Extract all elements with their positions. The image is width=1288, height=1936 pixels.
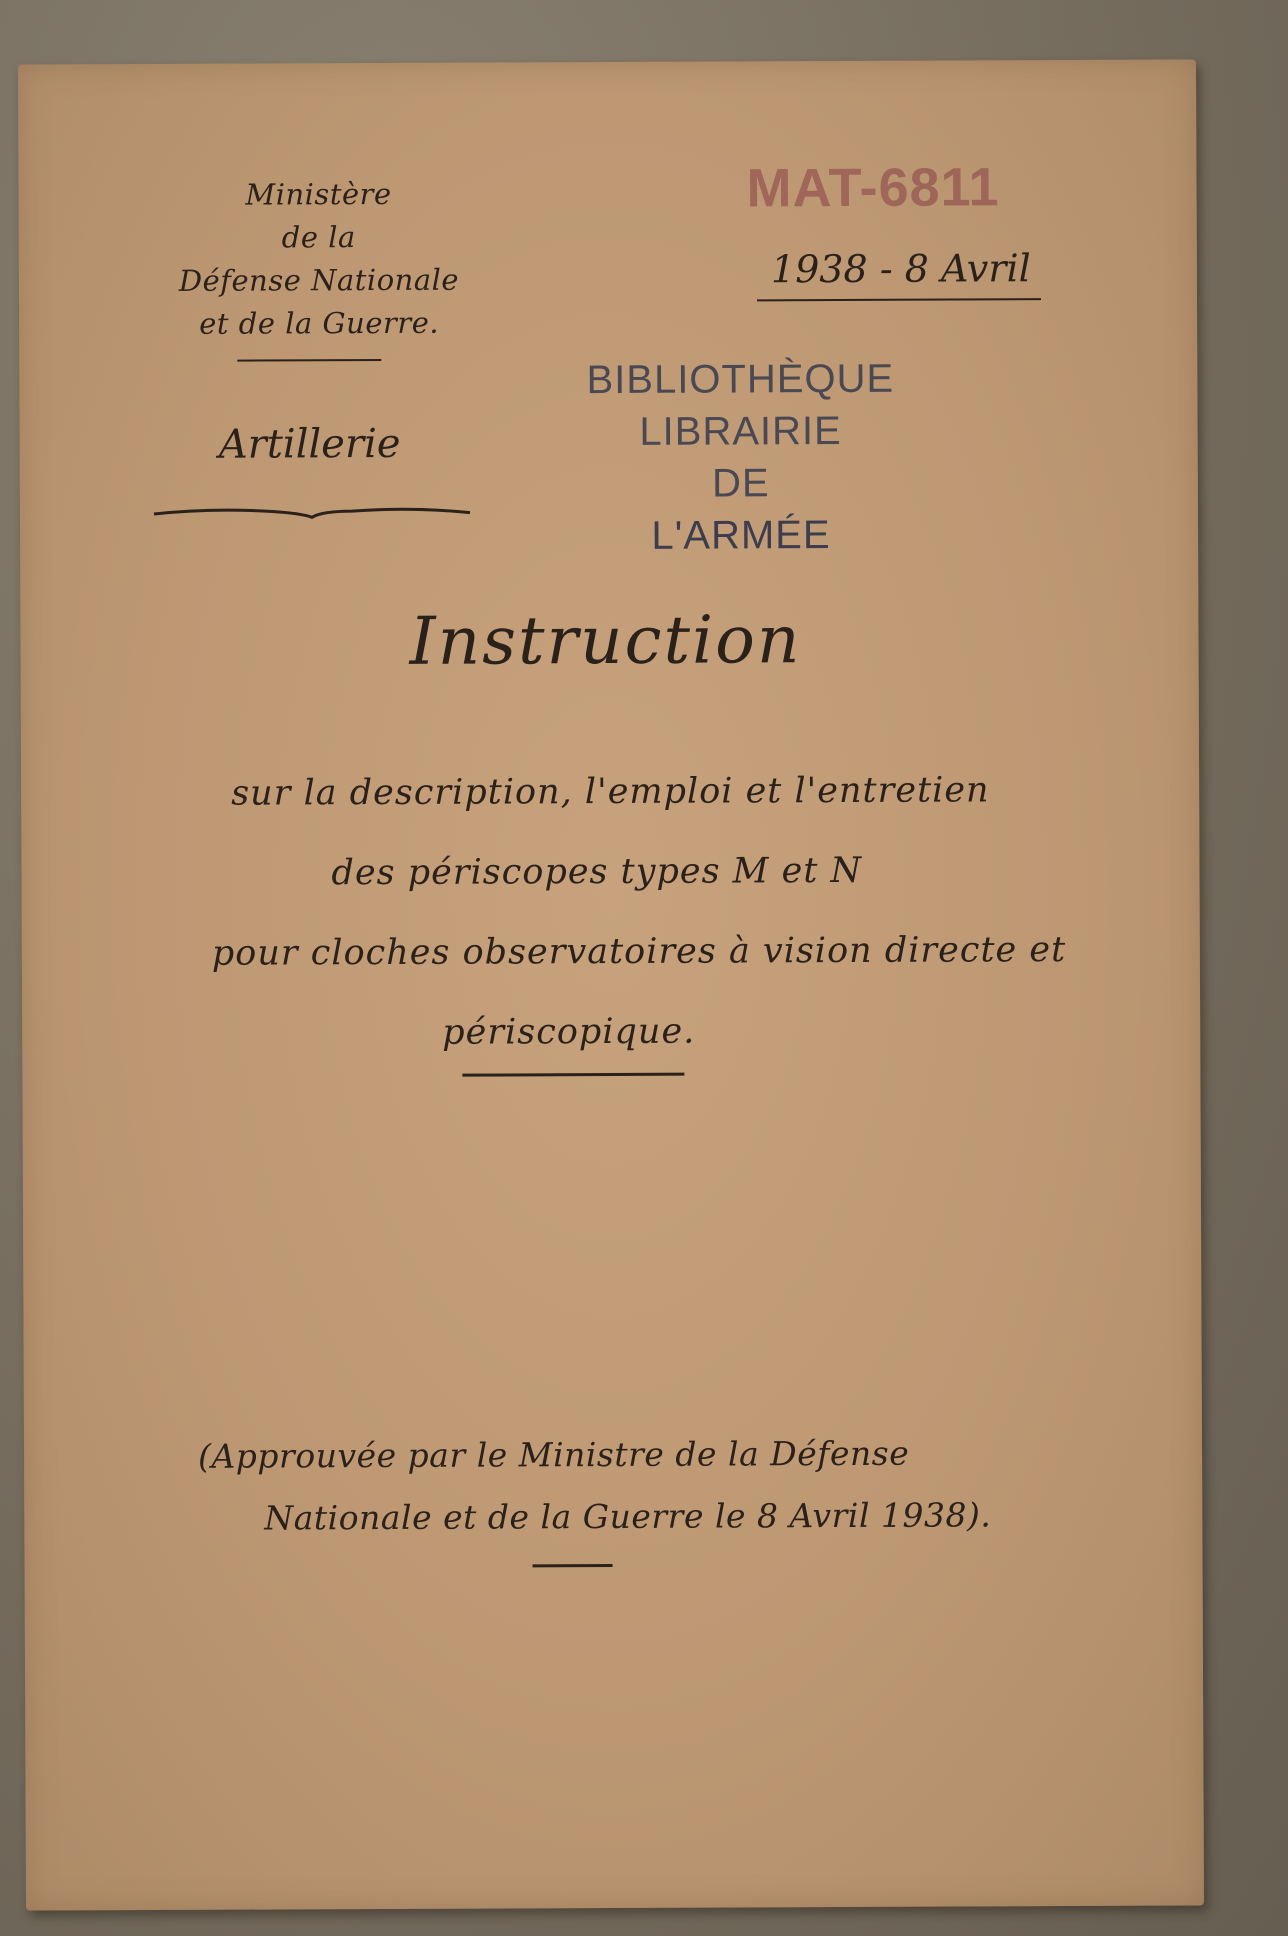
document-cover [18, 59, 1204, 1910]
ministry-heading [128, 172, 509, 346]
approval-note [198, 1422, 1079, 1550]
approval-line: Nationale et de la Guerre le 8 Avril 1938). [264, 1495, 992, 1538]
subtitle-line: périscopique. [442, 1011, 696, 1053]
catalog-stamp: MAT-6811 [746, 157, 1000, 219]
document-title: Instruction [409, 601, 802, 680]
ministry-divider [237, 359, 381, 362]
subtitle-line: sur la description, l'emploi et l'entretien [231, 770, 990, 814]
section-divider [462, 1073, 684, 1077]
library-stamp-line: DE [711, 461, 770, 506]
library-stamp-line: BIBLIOTHÈQUE [586, 356, 895, 403]
subtitle-line: pour cloches observatoires à vision directe et [211, 930, 1067, 974]
library-stamp-line: LIBRAIRIE [639, 408, 842, 454]
document-subtitle [211, 750, 1112, 1074]
date-underline [757, 298, 1041, 301]
subtitle-line: des périscopes types M et N [331, 850, 863, 894]
library-stamp-line: L'ARMÉE [651, 513, 831, 558]
branch-underline-flourish [152, 503, 472, 524]
library-stamp [555, 353, 926, 563]
ministry-line: et de la Guerre. [199, 305, 440, 341]
approval-line: (Approuvée par le Ministre de la Défense [197, 1433, 910, 1476]
closing-divider [533, 1564, 613, 1567]
branch-label: Artillerie [218, 420, 401, 468]
ministry-line: Défense Nationale [178, 262, 460, 298]
ministry-line: de la [281, 220, 356, 255]
ministry-line: Ministère [245, 176, 392, 212]
document-date: 1938 - 8 Avril [770, 246, 1031, 292]
